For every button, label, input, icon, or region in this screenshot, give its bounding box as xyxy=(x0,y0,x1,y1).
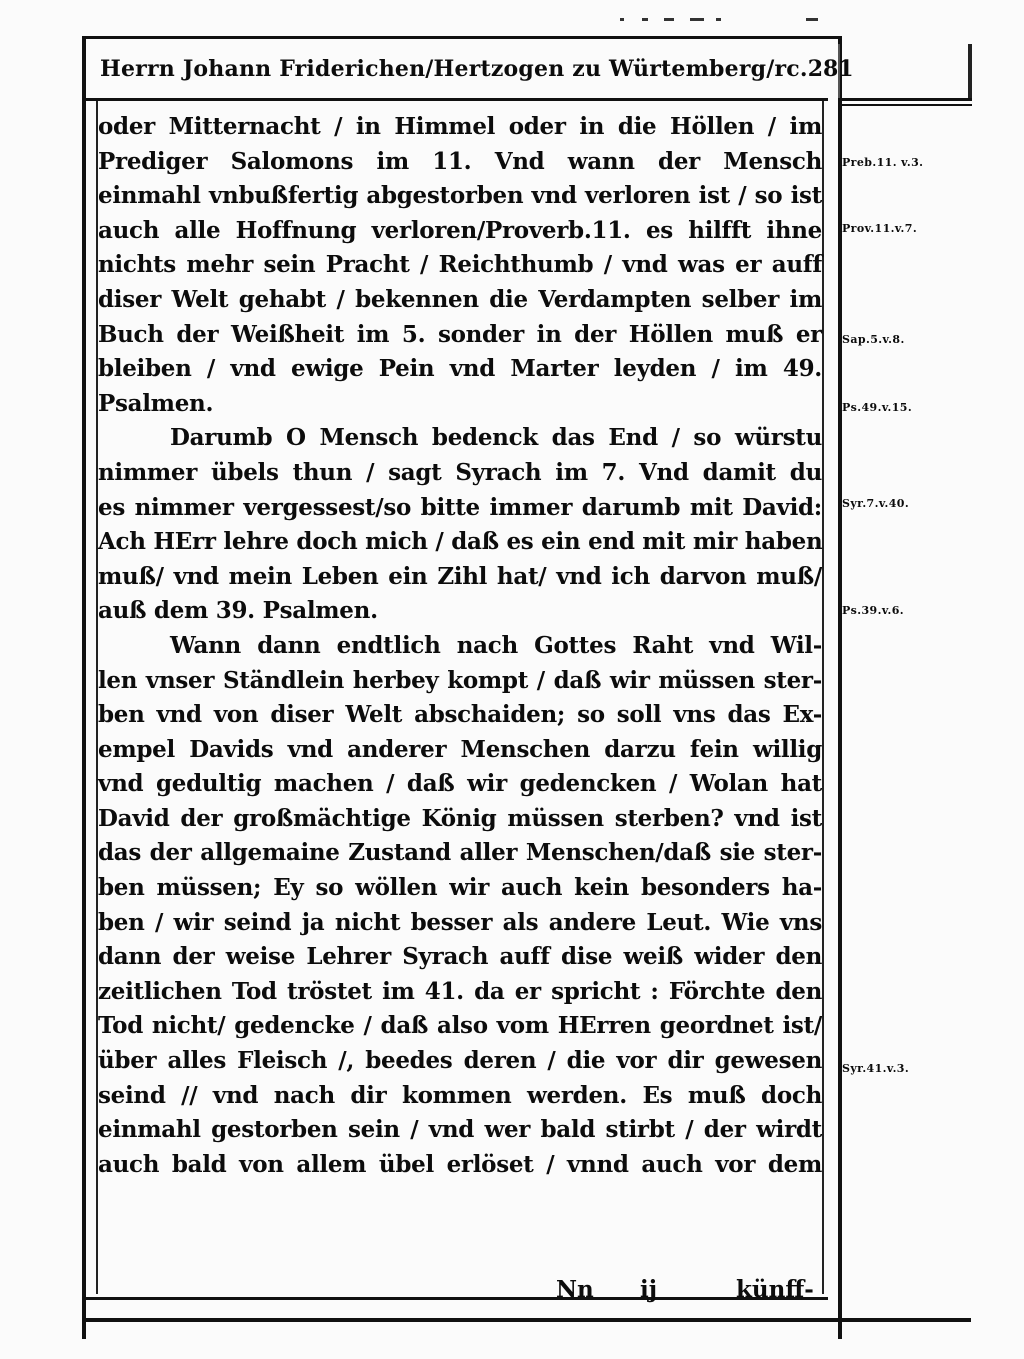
text-line: zeitlichen Tod tröstet im 41. da er spricht : Förchte den xyxy=(98,977,822,1005)
text-line: bleiben / vnd ewige Pein vnd Marter leyden / im 49. xyxy=(98,355,822,383)
marginal-note: Syr.41.v.3. xyxy=(842,1062,910,1075)
paragraph-first-line: Wann dann endtlich nach Gottes Raht vnd Wil- xyxy=(170,631,822,659)
text-line: empel Davids vnd anderer Menschen darzu fein willig xyxy=(98,735,822,763)
marginal-note: Prov.11.v.7. xyxy=(842,222,918,235)
marginal-notes xyxy=(842,0,972,1359)
page-number: 281 xyxy=(807,56,854,82)
paragraph-first-line: Darumb O Mensch bedenck das End / so würstu xyxy=(170,424,822,452)
text-line: dann der weise Lehrer Syrach auff dise weiß wider den xyxy=(98,943,822,971)
marginal-note: Syr.7.v.40. xyxy=(842,497,910,510)
text-line: Buch der Weißheit im 5. sonder in der Höllen muß er xyxy=(98,320,822,348)
text-line: auch alle Hoffnung verloren/Proverb.11. es hilfft ihne xyxy=(98,216,822,244)
text-line: ben vnd von diser Welt abschaiden; so soll vns das Ex- xyxy=(98,701,822,729)
text-line: David der großmächtige König müssen sterben? vnd ist xyxy=(98,804,822,832)
signature-number: ij xyxy=(640,1276,658,1303)
text-line: das der allgemaine Zustand aller Menschen/daß sie ster- xyxy=(98,839,822,867)
text-line: auch bald von allem übel erlöset / vnnd auch vor dem xyxy=(98,1150,822,1178)
top-edge-specks xyxy=(620,18,820,26)
text-line: auß dem 39. Psalmen. xyxy=(98,597,378,625)
running-head xyxy=(100,56,854,92)
catchword: künff- xyxy=(736,1276,814,1303)
text-line: einmahl vnbußfertig abgestorben vnd verloren ist / so ist xyxy=(98,182,822,210)
text-line: nimmer übels thun / sagt Syrach im 7. Vnd damit du xyxy=(98,458,822,486)
marginal-note: Preb.11. v.3. xyxy=(842,156,924,169)
footer-rule xyxy=(86,1318,971,1322)
text-line: diser Welt gehabt / bekennen die Verdampten selber im xyxy=(98,285,822,313)
text-line: Ach HErr lehre doch mich / daß es ein end mit mir haben xyxy=(98,528,823,556)
marginal-note: Ps.49.v.15. xyxy=(842,401,913,414)
text-line: über alles Fleisch /, beedes deren / die vor dir gewesen xyxy=(98,1047,822,1075)
text-line: ben / wir seind ja nicht besser als andere Leut. Wie vns xyxy=(98,908,822,936)
text-line: muß/ vnd mein Leben ein Zihl hat/ vnd ich darvon muß/ xyxy=(98,562,822,590)
text-line: Tod nicht/ gedencke / daß also vom HErren geordnet ist/ xyxy=(98,1012,822,1040)
text-line: einmahl gestorben sein / vnd wer bald stirbt / der wirdt xyxy=(98,1116,822,1144)
text-line: Prediger Salomons im 11. Vnd wann der Mensch xyxy=(98,147,822,175)
text-line: nichts mehr sein Pracht / Reichthumb / vnd was er auff xyxy=(98,251,822,279)
running-title: Herrn Johann Friderichen/Hertzogen zu Würtemberg/rc. xyxy=(100,56,808,82)
text-line: ben müssen; Ey so wöllen wir auch kein besonders ha- xyxy=(98,874,822,902)
header-rule xyxy=(86,98,828,101)
text-line: es nimmer vergessest/so bitte immer darumb mit David: xyxy=(98,493,822,521)
text-line: oder Mitternacht / in Himmel oder in die Höllen / im xyxy=(98,113,822,140)
marginal-note: Sap.5.v.8. xyxy=(842,333,905,346)
text-line: vnd gedultig machen / daß wir gedencken / Wolan hat xyxy=(98,770,822,798)
text-bottom-rule xyxy=(86,1297,828,1300)
frame-inner-rule-right xyxy=(822,98,824,1294)
marginal-note: Ps.39.v.6. xyxy=(842,604,905,617)
text-line: Psalmen. xyxy=(98,389,214,417)
body-text xyxy=(98,110,822,1182)
text-line: len vnser Ständlein herbey kompt / daß wir müssen ster- xyxy=(98,666,822,694)
signature-mark: Nn xyxy=(556,1276,594,1303)
text-line: seind // vnd nach dir kommen werden. Es muß doch xyxy=(98,1081,822,1109)
